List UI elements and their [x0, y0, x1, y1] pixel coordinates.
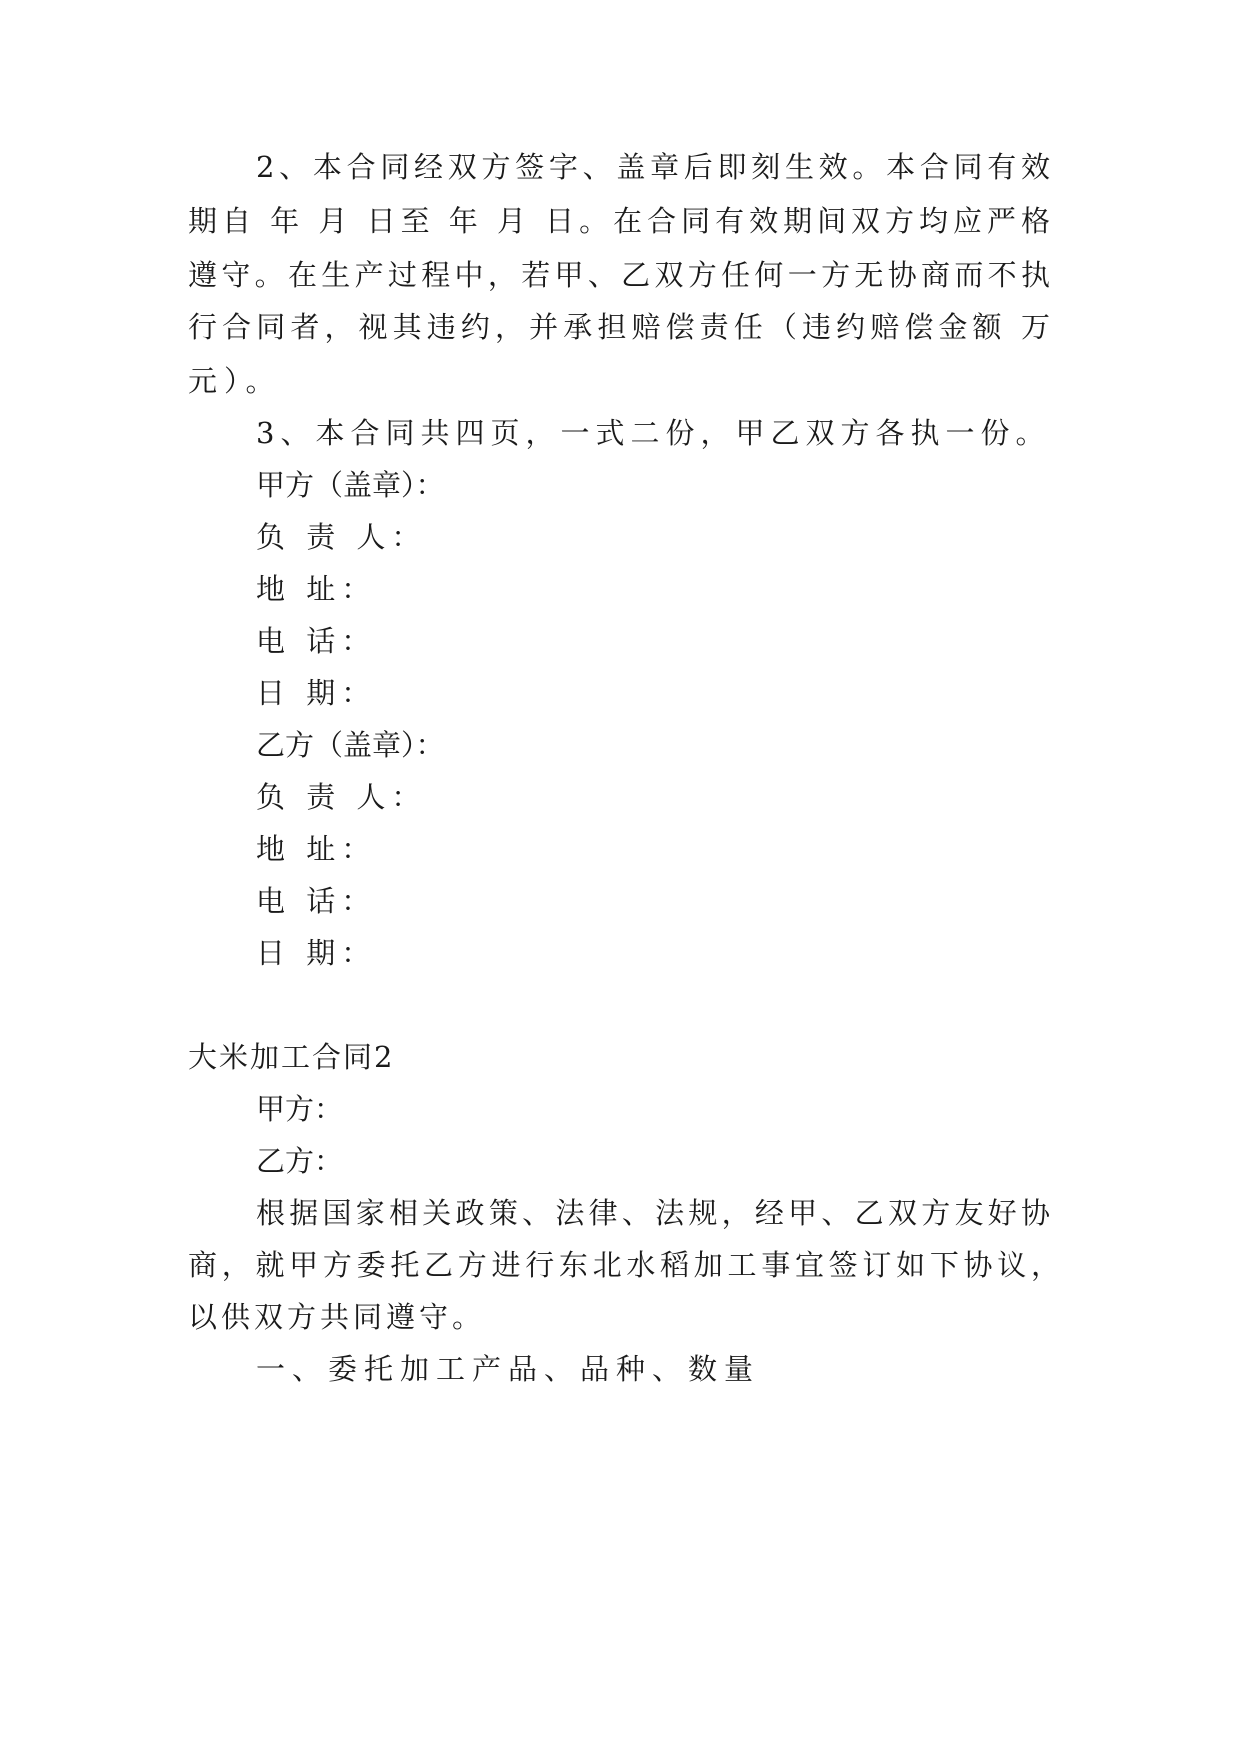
clause-3: 3、本合同共四页，一式二份，甲乙双方各执一份。: [256, 416, 1051, 450]
party-a-title: 甲方（盖章）：: [256, 468, 445, 502]
contract-2-party-a: 甲方：: [256, 1092, 344, 1126]
contract-2-party-b: 乙方：: [256, 1144, 344, 1178]
clause-2-line-3: 遵守。在生产过程中，若甲、乙双方任何一方无协商而不执: [188, 258, 1050, 292]
party-b-date: 日 期：: [256, 936, 377, 970]
party-b-phone: 电 话：: [256, 884, 377, 918]
contract-2-preamble-line-3: 以供双方共同遵守。: [188, 1300, 486, 1334]
party-a-phone: 电 话：: [256, 624, 377, 658]
clause-2-line-2: 期自 年 月 日至 年 月 日。在合同有效期间双方均应严格: [188, 204, 1050, 238]
contract-2-heading: 大米加工合同2: [188, 1040, 395, 1074]
contract-2-preamble-line-1: 根据国家相关政策、法律、法规，经甲、乙双方友好协: [256, 1196, 1050, 1230]
party-a-date: 日 期：: [256, 676, 377, 710]
clause-2-line-1: 2、本合同经双方签字、盖章后即刻生效。本合同有效: [256, 150, 1050, 184]
party-a-address: 地 址：: [256, 572, 377, 606]
clause-2-line-5: 元）。: [188, 364, 282, 398]
clause-2-line-4: 行合同者，视其违约，并承担赔偿责任（违约赔偿金额 万: [188, 310, 1050, 344]
party-b-responsible: 负 责 人：: [256, 780, 427, 814]
party-b-title: 乙方（盖章）：: [256, 728, 445, 762]
contract-2-section-1: 一、委托加工产品、品种、数量: [256, 1352, 761, 1386]
party-b-address: 地 址：: [256, 832, 377, 866]
party-a-responsible: 负 责 人：: [256, 520, 427, 554]
contract-2-preamble-line-2: 商，就甲方委托乙方进行东北水稻加工事宜签订如下协议，: [188, 1248, 1060, 1282]
